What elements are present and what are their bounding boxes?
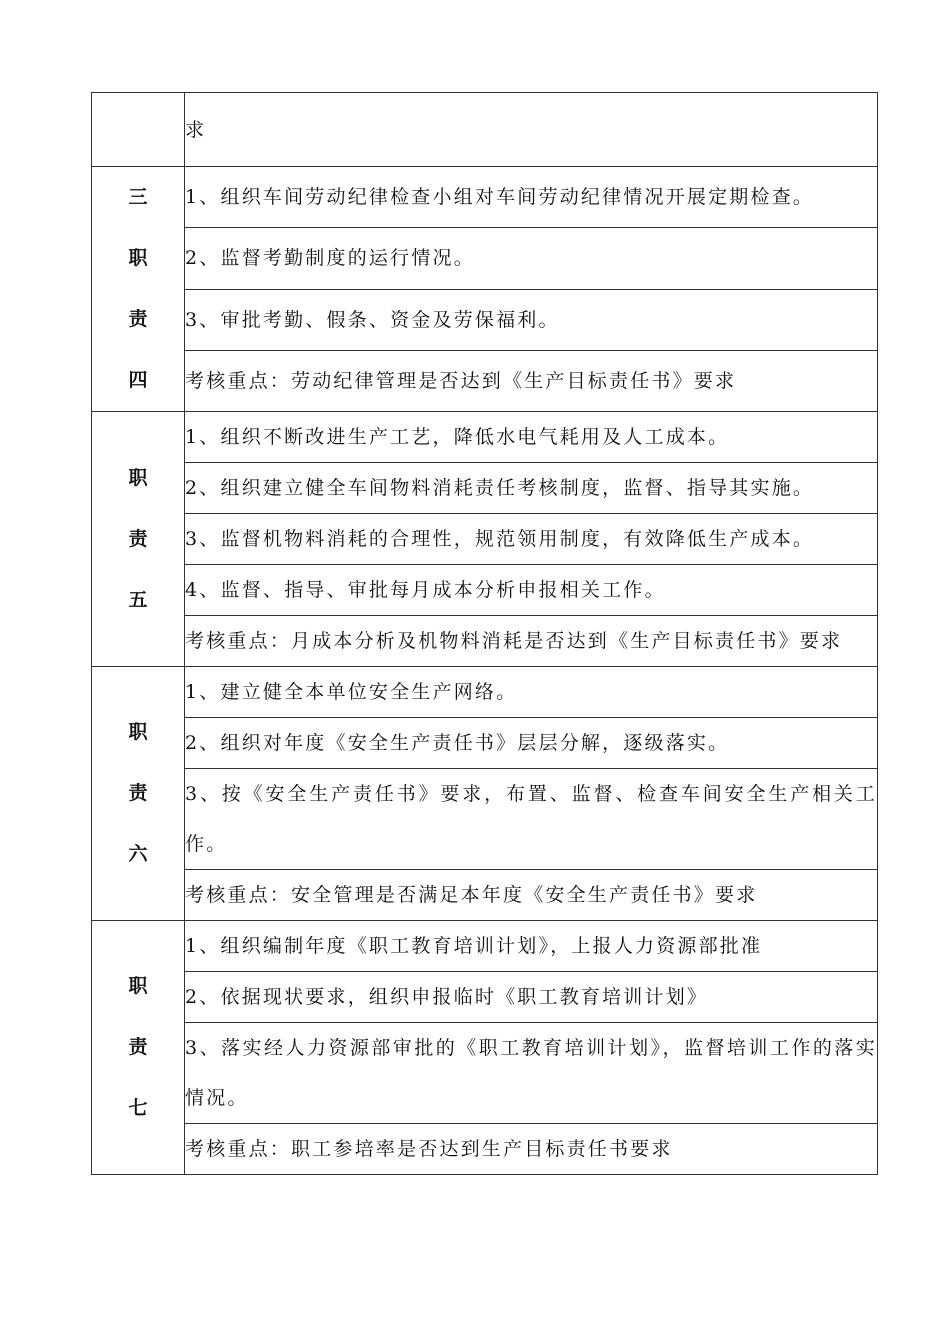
category-cell — [92, 412, 185, 667]
category-char: 职 — [128, 975, 148, 997]
duty-item: 3、审批考勤、假条、资金及劳保福利。 — [185, 289, 878, 350]
duty-item: 3、按《安全生产责任书》要求，布置、监督、检查车间安全生产相关工作。 — [185, 769, 878, 870]
table-row — [92, 1124, 878, 1175]
assessment-focus: 考核重点：月成本分析及机物料消耗是否达到《生产目标责任书》要求 — [185, 616, 878, 667]
table-row — [92, 667, 878, 718]
table-row — [92, 921, 878, 972]
table-row — [92, 616, 878, 667]
category-char: 责 — [128, 1036, 148, 1058]
category-char: 七 — [128, 1097, 148, 1119]
responsibility-table — [91, 92, 878, 1175]
table-row — [92, 769, 878, 870]
category-cell — [92, 921, 185, 1175]
category-char: 责 — [128, 527, 148, 550]
category-cell — [92, 167, 185, 412]
category-char: 责 — [128, 782, 148, 804]
table-row — [92, 463, 878, 514]
duty-item: 2、组织建立健全车间物料消耗责任考核制度，监督、指导其实施。 — [185, 463, 878, 514]
duty-item: 1、建立健全本单位安全生产网络。 — [185, 667, 878, 718]
category-char: 三 — [128, 186, 148, 208]
table-row — [92, 972, 878, 1023]
table-row — [92, 228, 878, 289]
duty-item: 2、依据现状要求，组织申报临时《职工教育培训计划》 — [185, 972, 878, 1023]
duty-item: 3、落实经人力资源部审批的《职工教育培训计划》，监督培训工作的落实情况。 — [185, 1023, 878, 1124]
duty-item: 1、组织编制年度《职工教育培训计划》，上报人力资源部批准 — [185, 921, 878, 972]
assessment-focus: 考核重点：安全管理是否满足本年度《安全生产责任书》要求 — [185, 870, 878, 921]
table-row — [92, 350, 878, 411]
category-char: 职 — [128, 721, 148, 743]
content-cell: 求 — [185, 93, 878, 167]
duty-item: 4、监督、指导、审批每月成本分析申报相关工作。 — [185, 565, 878, 616]
table-row — [92, 1023, 878, 1124]
duty-item: 1、组织车间劳动纪律检查小组对车间劳动纪律情况开展定期检查。 — [185, 167, 878, 228]
category-char: 职 — [128, 466, 148, 489]
duty-item: 2、监督考勤制度的运行情况。 — [185, 228, 878, 289]
category-char: 五 — [128, 588, 148, 611]
category-char: 职 — [128, 247, 148, 269]
table-row — [92, 718, 878, 769]
duty-item: 1、组织不断改进生产工艺，降低水电气耗用及人工成本。 — [185, 412, 878, 463]
table-row — [92, 514, 878, 565]
table-row — [92, 167, 878, 228]
assessment-focus: 考核重点：职工参培率是否达到生产目标责任书要求 — [185, 1124, 878, 1175]
duty-item: 3、监督机物料消耗的合理性，规范领用制度，有效降低生产成本。 — [185, 514, 878, 565]
table-row — [92, 93, 878, 167]
category-char: 六 — [128, 843, 148, 865]
table-row — [92, 289, 878, 350]
category-char: 四 — [128, 369, 148, 391]
category-char: 责 — [128, 308, 148, 330]
assessment-focus: 考核重点：劳动纪律管理是否达到《生产目标责任书》要求 — [185, 350, 878, 411]
duty-item: 2、组织对年度《安全生产责任书》层层分解，逐级落实。 — [185, 718, 878, 769]
table-row — [92, 870, 878, 921]
category-cell — [92, 667, 185, 921]
category-cell — [92, 93, 185, 167]
table-row — [92, 565, 878, 616]
table-row — [92, 412, 878, 463]
